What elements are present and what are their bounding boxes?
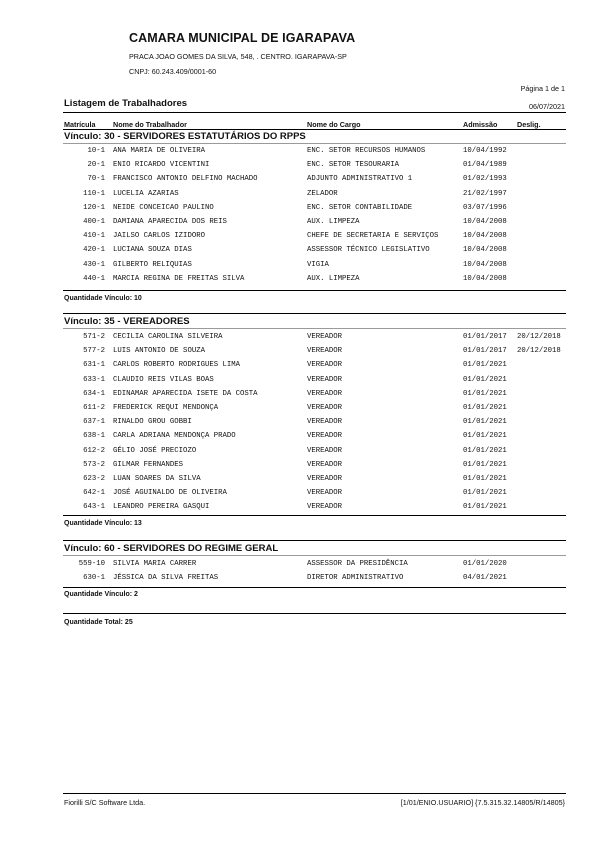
matricula-cell: 410-1: [83, 232, 105, 241]
table-row: [0, 376, 595, 390]
table-row: [0, 390, 595, 404]
worker-name-cell: ENIO RICARDO VICENTINI: [113, 161, 210, 170]
admission-date-cell: 01/01/2021: [463, 432, 507, 441]
job-title-cell: VEREADOR: [307, 503, 343, 512]
table-row: [0, 489, 595, 503]
footer-software: Fiorilli S/C Software Ltda.: [64, 798, 146, 807]
matricula-cell: 110-1: [83, 189, 105, 198]
job-title-cell: DIRETOR ADMINISTRATIVO: [307, 574, 404, 583]
worker-name-cell: JOSÉ AGUINALDO DE OLIVEIRA: [113, 489, 227, 498]
matricula-cell: 638-1: [83, 432, 105, 441]
matricula-cell: 440-1: [83, 274, 105, 283]
section-divider: [63, 540, 566, 541]
column-header-cargo: Nome do Cargo: [307, 120, 361, 129]
job-title-cell: ENC. SETOR RECURSOS HUMANOS: [307, 147, 426, 155]
institution-cnpj: CNPJ: 60.243.409/0001-60: [129, 67, 217, 76]
admission-date-cell: 01/01/2021: [463, 489, 507, 498]
worker-name-cell: MARCIA REGINA DE FREITAS SILVA: [113, 274, 245, 283]
section-title: Vínculo: 60 - SERVIDORES DO REGIME GERAL: [64, 543, 279, 554]
total-quantity: Quantidade Total: 25: [64, 619, 133, 626]
table-row: [0, 275, 595, 289]
job-title-cell: VEREADOR: [307, 375, 343, 384]
table-row: [0, 246, 595, 260]
job-title-cell: VEREADOR: [307, 404, 343, 412]
job-title-cell: VEREADOR: [307, 460, 343, 469]
section-divider: [63, 129, 566, 130]
matricula-cell: 630-1: [83, 574, 105, 583]
admission-date-cell: 10/04/2008: [463, 218, 507, 226]
worker-name-cell: LUCELIA AZARIAS: [113, 189, 179, 198]
admission-date-cell: 01/01/2021: [463, 503, 507, 512]
matricula-cell: 612-2: [83, 446, 105, 455]
header-divider: [63, 112, 566, 113]
table-row: [0, 147, 595, 161]
job-title-cell: ENC. SETOR CONTABILIDADE: [307, 203, 413, 212]
worker-name-cell: ANA MARIA DE OLIVEIRA: [113, 147, 205, 155]
worker-name-cell: LUAN SOARES DA SILVA: [113, 475, 201, 483]
section-title: Vínculo: 30 - SERVIDORES ESTATUTÁRIOS DO RPPS: [64, 131, 306, 142]
table-row: [0, 161, 595, 175]
matricula-cell: 10-1: [87, 147, 105, 155]
admission-date-cell: 21/02/1997: [463, 189, 507, 198]
matricula-cell: 643-1: [83, 503, 105, 512]
admission-date-cell: 01/01/2017: [463, 347, 507, 356]
worker-name-cell: JAILSO CARLOS IZIDORO: [113, 232, 205, 241]
section-divider: [63, 313, 566, 314]
table-row: [0, 447, 595, 461]
job-title-cell: ASSESSOR TÉCNICO LEGISLATIVO: [307, 246, 430, 255]
job-title-cell: VIGIA: [307, 260, 329, 269]
matricula-cell: 642-1: [83, 489, 105, 498]
worker-name-cell: DAMIANA APARECIDA DOS REIS: [113, 218, 227, 226]
institution-title: CAMARA MUNICIPAL DE IGARAPAVA: [129, 31, 356, 45]
worker-name-cell: CLAUDIO REIS VILAS BOAS: [113, 375, 214, 384]
job-title-cell: AUX. LIMPEZA: [307, 218, 360, 226]
admission-date-cell: 01/01/2021: [463, 361, 507, 370]
admission-date-cell: 01/01/2017: [463, 333, 507, 341]
table-row: [0, 175, 595, 189]
job-title-cell: VEREADOR: [307, 361, 343, 370]
matricula-cell: 577-2: [83, 347, 105, 356]
admission-date-cell: 01/04/1989: [463, 161, 507, 170]
worker-name-cell: GÉLIO JOSÉ PRECIOZO: [113, 446, 197, 455]
matricula-cell: 634-1: [83, 389, 105, 398]
worker-name-cell: EDINAMAR APARECIDA ISETE DA COSTA: [113, 389, 258, 398]
table-row: [0, 475, 595, 489]
matricula-cell: 430-1: [83, 260, 105, 269]
job-title-cell: ZELADOR: [307, 189, 338, 198]
worker-name-cell: RINALDO GROU GOBBI: [113, 418, 192, 427]
dismissal-date-cell: 20/12/2018: [517, 333, 561, 341]
column-header-nome: Nome do Trabalhador: [113, 120, 187, 129]
table-row: [0, 461, 595, 475]
worker-name-cell: GILMAR FERNANDES: [113, 460, 184, 469]
matricula-cell: 611-2: [83, 404, 105, 412]
footer-divider: [63, 793, 566, 794]
institution-address: PRACA JOAO GOMES DA SILVA, 548, . CENTRO. IGARAPAVA-SP: [129, 52, 347, 61]
table-row: [0, 347, 595, 361]
table-row: [0, 418, 595, 432]
section-end-line: [63, 515, 566, 516]
table-row: [0, 404, 595, 418]
worker-name-cell: LUCIANA SOUZA DIAS: [113, 246, 192, 255]
admission-date-cell: 04/01/2021: [463, 574, 507, 583]
job-title-cell: VEREADOR: [307, 489, 343, 498]
column-header-deslig: Deslig.: [517, 120, 541, 129]
worker-name-cell: FREDERICK REQUI MENDONÇA: [113, 404, 219, 412]
total-divider: [63, 613, 566, 614]
matricula-cell: 631-1: [83, 361, 105, 370]
table-row: [0, 560, 595, 574]
admission-date-cell: 10/04/1992: [463, 147, 507, 155]
table-row: [0, 361, 595, 375]
admission-date-cell: 03/07/1996: [463, 203, 507, 212]
matricula-cell: 420-1: [83, 246, 105, 255]
section-quantity: Quantidade Vínculo: 2: [64, 591, 138, 598]
report-title: Listagem de Trabalhadores: [64, 98, 188, 109]
section-underline: [63, 143, 566, 144]
job-title-cell: VEREADOR: [307, 347, 343, 356]
job-title-cell: ENC. SETOR TESOURARIA: [307, 161, 399, 170]
admission-date-cell: 10/04/2008: [463, 246, 507, 255]
admission-date-cell: 01/02/1993: [463, 175, 507, 184]
admission-date-cell: 01/01/2021: [463, 475, 507, 483]
matricula-cell: 559-10: [78, 560, 105, 568]
table-row: [0, 190, 595, 204]
worker-name-cell: FRANCISCO ANTONIO DELFINO MACHADO: [113, 175, 258, 184]
matricula-cell: 623-2: [83, 475, 105, 483]
job-title-cell: VEREADOR: [307, 389, 343, 398]
table-row: [0, 204, 595, 218]
table-row: [0, 218, 595, 232]
matricula-cell: 571-2: [83, 333, 105, 341]
job-title-cell: VEREADOR: [307, 418, 343, 427]
section-quantity: Quantidade Vínculo: 10: [64, 295, 142, 302]
job-title-cell: VEREADOR: [307, 475, 343, 483]
worker-name-cell: LEANDRO PEREIRA GASQUI: [113, 503, 210, 512]
table-row: [0, 261, 595, 275]
matricula-cell: 400-1: [83, 218, 105, 226]
job-title-cell: ASSESSOR DA PRESIDÊNCIA: [307, 560, 408, 568]
worker-name-cell: JÉSSICA DA SILVA FREITAS: [113, 574, 219, 583]
dismissal-date-cell: 20/12/2018: [517, 347, 561, 356]
job-title-cell: VEREADOR: [307, 333, 343, 341]
job-title-cell: CHEFE DE SECRETARIA E SERVIÇOS: [307, 232, 439, 241]
section-underline: [63, 555, 566, 556]
section-quantity: Quantidade Vínculo: 13: [64, 520, 142, 527]
admission-date-cell: 10/04/2008: [463, 232, 507, 241]
admission-date-cell: 01/01/2021: [463, 375, 507, 384]
matricula-cell: 20-1: [87, 161, 105, 170]
admission-date-cell: 01/01/2021: [463, 418, 507, 427]
matricula-cell: 70-1: [87, 175, 105, 184]
worker-name-cell: CECILIA CAROLINA SILVEIRA: [113, 333, 223, 341]
admission-date-cell: 01/01/2021: [463, 446, 507, 455]
matricula-cell: 637-1: [83, 418, 105, 427]
footer-user-info: [1/01/ENIO.USUARIO] {7.5.315.32.14805/R/14805}: [400, 798, 565, 807]
table-row: [0, 232, 595, 246]
section-title: Vínculo: 35 - VEREADORES: [64, 316, 190, 327]
admission-date-cell: 01/01/2020: [463, 560, 507, 568]
admission-date-cell: 10/04/2008: [463, 274, 507, 283]
matricula-cell: 573-2: [83, 460, 105, 469]
column-header-matricula: Matrícula: [64, 120, 96, 129]
job-title-cell: AUX. LIMPEZA: [307, 274, 360, 283]
worker-name-cell: GILBERTO RELIQUIAS: [113, 260, 192, 269]
job-title-cell: VEREADOR: [307, 446, 343, 455]
section-end-line: [63, 587, 566, 588]
admission-date-cell: 01/01/2021: [463, 460, 507, 469]
worker-name-cell: CARLA ADRIANA MENDONÇA PRADO: [113, 432, 236, 441]
section-end-line: [63, 290, 566, 291]
matricula-cell: 633-1: [83, 375, 105, 384]
section-underline: [63, 328, 566, 329]
worker-name-cell: SILVIA MARIA CARRER: [113, 560, 197, 568]
job-title-cell: ADJUNTO ADMINISTRATIVO 1: [307, 175, 413, 184]
report-date: 06/07/2021: [529, 102, 565, 111]
column-header-admissao: Admissão: [463, 120, 498, 129]
table-row: [0, 432, 595, 446]
job-title-cell: VEREADOR: [307, 432, 343, 441]
admission-date-cell: 10/04/2008: [463, 260, 507, 269]
worker-name-cell: CARLOS ROBERTO RODRIGUES LIMA: [113, 361, 240, 370]
worker-name-cell: LUIS ANTONIO DE SOUZA: [113, 347, 205, 356]
admission-date-cell: 01/01/2021: [463, 389, 507, 398]
table-row: [0, 333, 595, 347]
worker-name-cell: NEIDE CONCEICAO PAULINO: [113, 203, 214, 212]
admission-date-cell: 01/01/2021: [463, 404, 507, 412]
matricula-cell: 120-1: [83, 203, 105, 212]
page-number: Página 1 de 1: [520, 84, 565, 93]
